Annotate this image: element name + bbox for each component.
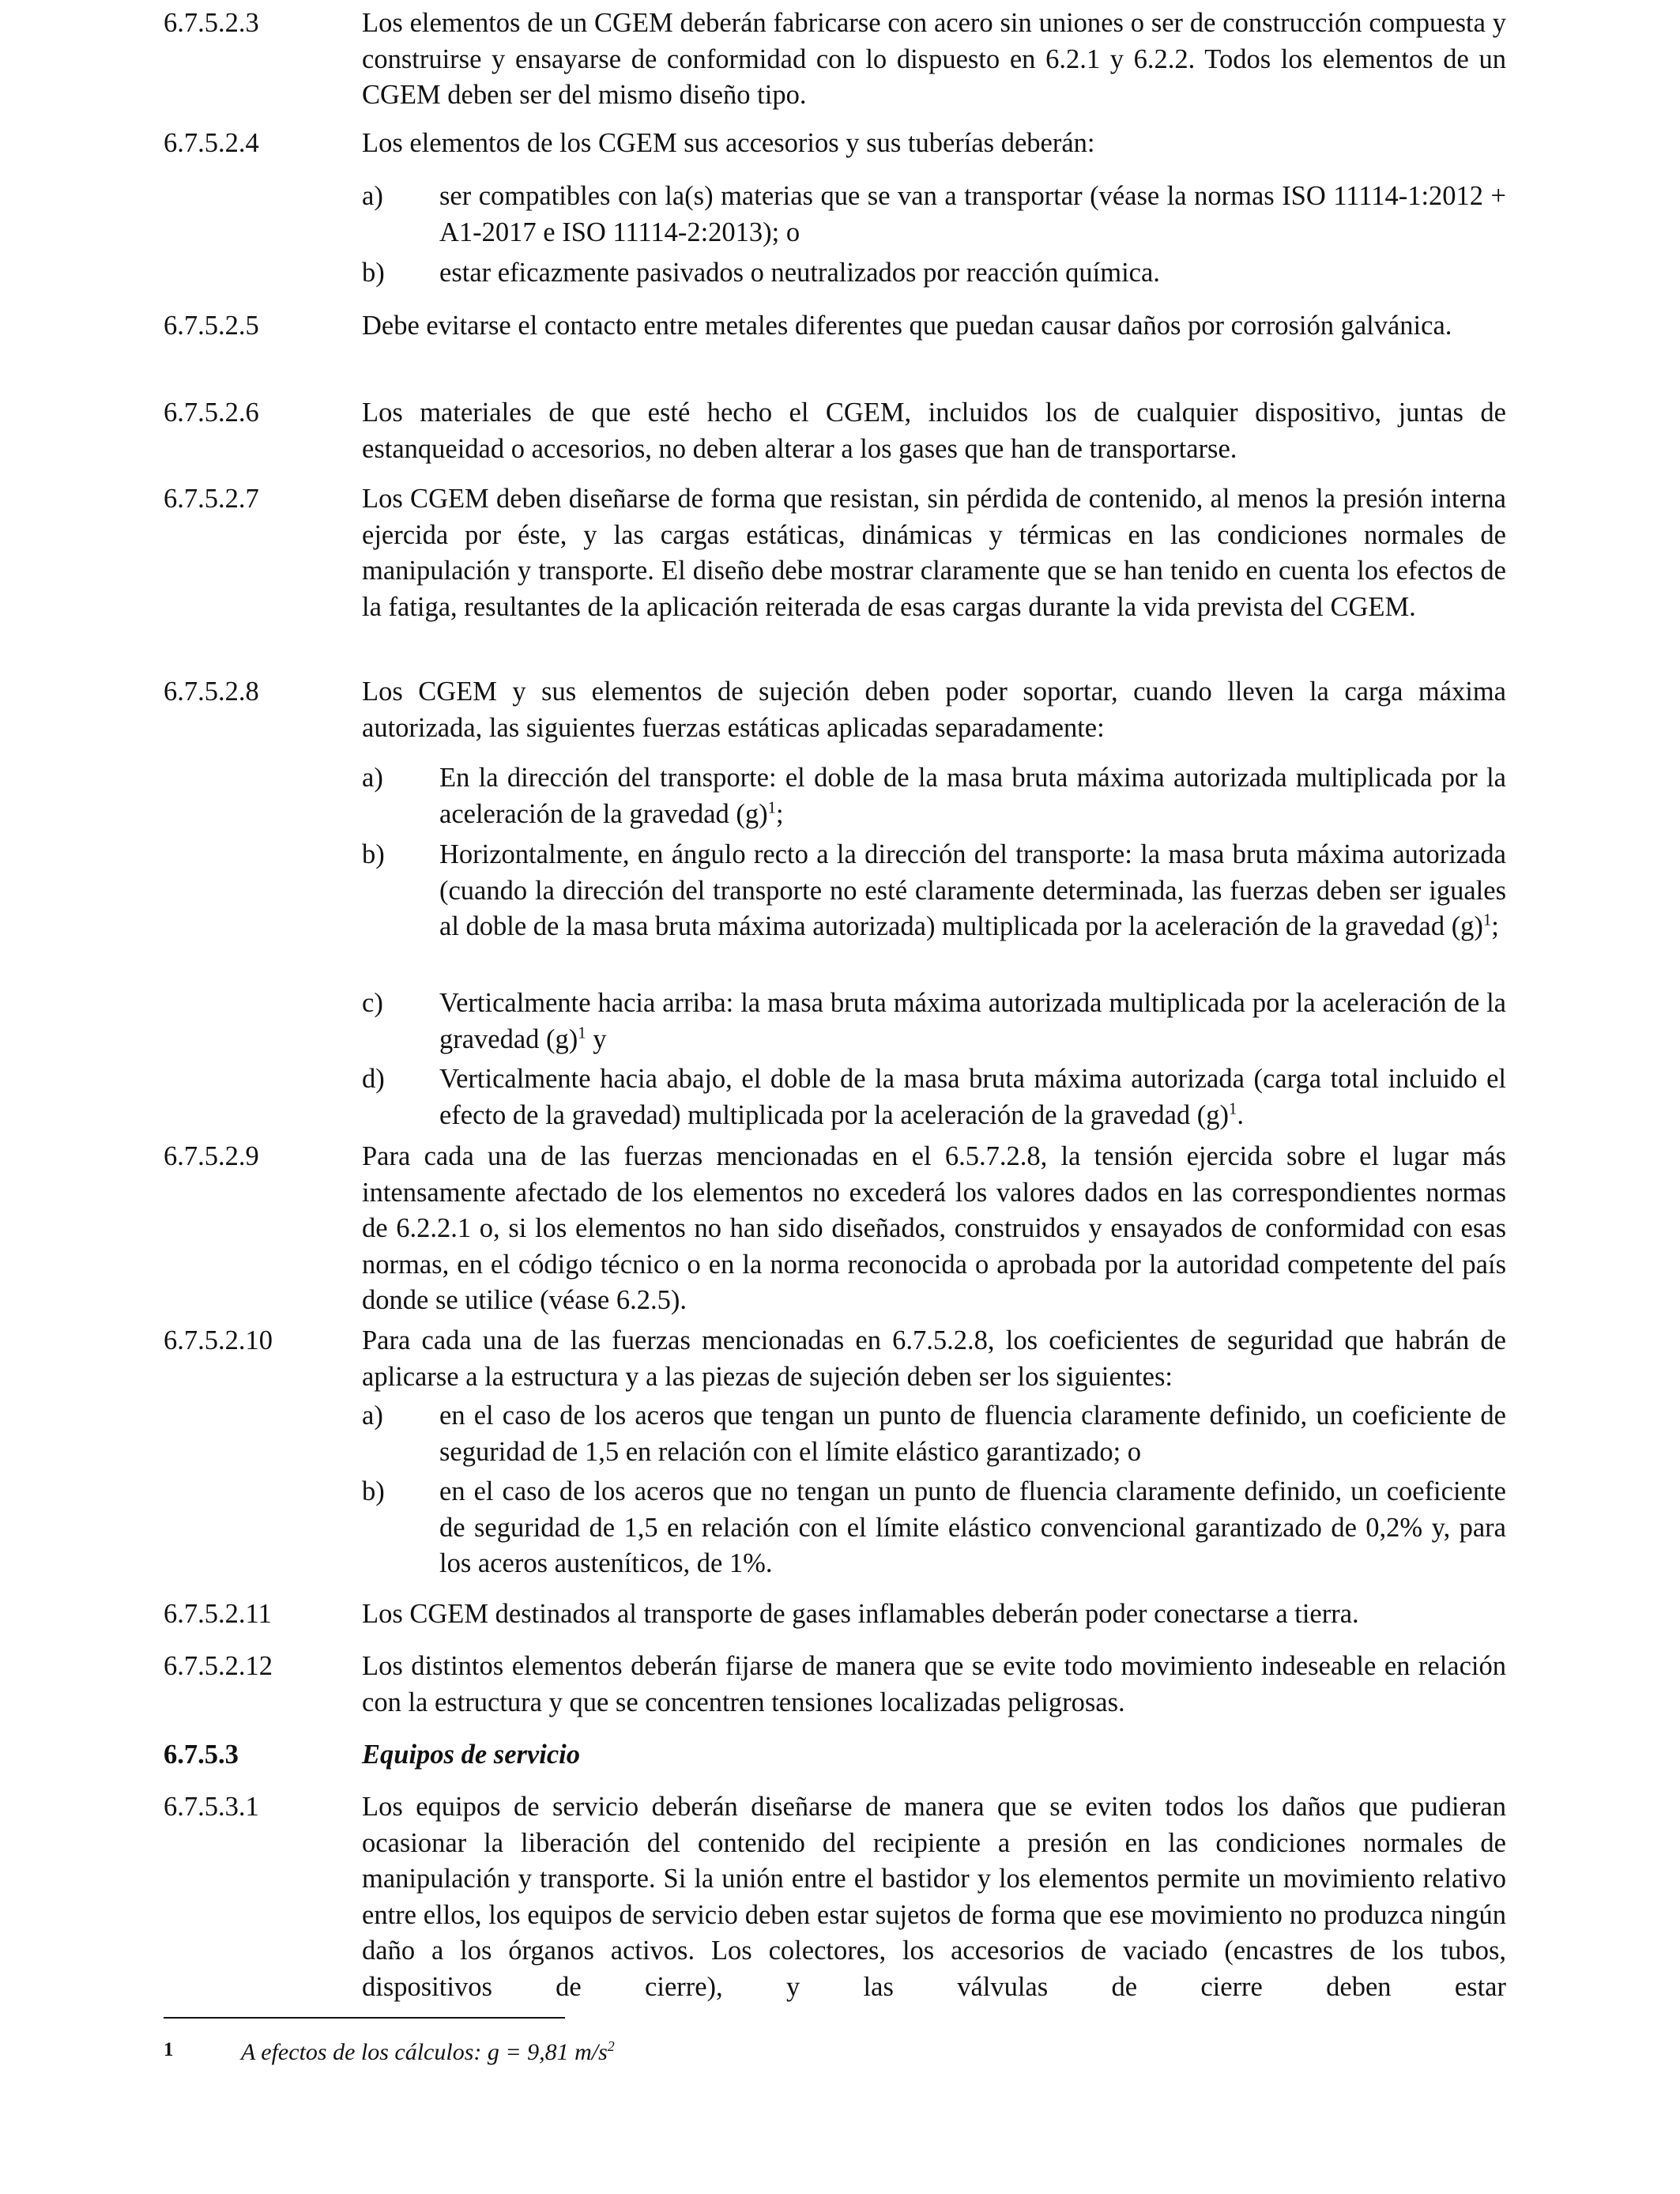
- section-number: 6.7.5.2.3: [164, 8, 259, 38]
- section-number: 6.7.5.2.4: [164, 128, 259, 158]
- footnote-ref: 1: [767, 799, 776, 816]
- list-item-text: Verticalmente hacia abajo, el doble de la masa bruta máxima autorizada (carga total incluido el efecto de la gravedad) multiplicada por la aceleración de la gravedad $(g)^1$.: [439, 1064, 1506, 1130]
- section-number: 6.7.5.2.7: [164, 484, 259, 514]
- section-text: Los equipos de servicio deberán diseñarse de manera que se eviten todos los daños que pudieran ocasionar la liberación del contenido del recipiente a presión en las condiciones normales de manipulación y transporte. Si la unión entre el bastidor y los elementos permite un movimiento relativo entre ellos, los equipos de servicio deben estar sujetos de forma que ese movimiento no produzca ningún daño a los órganos activos. Los colectores, los accesorios de vaciado (encastres de los tubos, dispositivos de cierre), y las válvulas de cierre deben estar: [362, 1792, 1506, 2002]
- footnote-number: 1: [164, 2039, 174, 2060]
- list-item-label: a): [362, 763, 383, 793]
- section-number: 6.7.5.2.9: [164, 1141, 259, 1171]
- list-item-label: a): [362, 1400, 383, 1431]
- section-heading: Equipos de servicio: [362, 1740, 580, 1770]
- section-text: Los CGEM deben diseñarse de forma que resistan, sin pérdida de contenido, al menos la presión interna ejercida por éste, y las cargas estáticas, dinámicas y térmicas en las condiciones normales de manipulación y transporte. El diseño debe mostrar claramente que se han tenido en cuenta los efectos de la fatiga, resultantes de la aplicación reiterada de esas cargas durante la vida prevista del CGEM.: [362, 484, 1506, 622]
- section-number: 6.7.5.2.11: [164, 1599, 272, 1629]
- list-item-text: Verticalmente hacia arriba: la masa bruta máxima autorizada multiplicada por la aceleración de la gravedad $(g)^1$ y: [439, 988, 1506, 1054]
- section-text: Para cada una de las fuerzas mencionadas en 6.7.5.2.8, los coeficientes de seguridad que habrán de aplicarse a la estructura y a las piezas de sujeción deben ser los siguientes:: [362, 1325, 1506, 1392]
- section-number: 6.7.5.2.5: [164, 311, 259, 341]
- list-item-text: En la dirección del transporte: el doble de la masa bruta máxima autorizada multiplicada por la aceleración de la gravedad $(g)^1$;: [439, 763, 1506, 829]
- list-item-text: en el caso de los aceros que no tengan un punto de fluencia claramente definido, un coeficiente de seguridad de 1,5 en relación con el límite elástico convencional garantizado de 0,2% y, para los aceros austeníticos, de 1%.: [439, 1476, 1506, 1578]
- footnote-text: A efectos de los cálculos: g = 9,81 $m/s^2$: [241, 2038, 615, 2065]
- section-text: Los distintos elementos deberán fijarse de manera que se evite todo movimiento indeseable en relación con la estructura y que se concentren tensiones localizadas peligrosas.: [362, 1651, 1506, 1717]
- list-item-label: a): [362, 181, 383, 211]
- footnote-ref: 1: [1229, 1100, 1237, 1118]
- footnote-ref: 1: [1482, 911, 1492, 929]
- section-number: 6.7.5.2.6: [164, 398, 259, 428]
- list-item-label: d): [362, 1064, 385, 1094]
- list-item-label: c): [362, 988, 383, 1018]
- list-item-text: en el caso de los aceros que tengan un punto de fluencia claramente definido, un coeficiente de seguridad de 1,5 en relación con el límite elástico garantizado; o: [439, 1400, 1506, 1467]
- section-number: 6.7.5.2.12: [164, 1651, 273, 1681]
- section-text: Debe evitarse el contacto entre metales diferentes que puedan causar daños por corrosión galvánica.: [362, 311, 1452, 341]
- footnote-separator: [164, 2017, 565, 2019]
- section-text: Los CGEM destinados al transporte de gases inflamables deberán poder conectarse a tierra.: [362, 1599, 1359, 1629]
- list-item-label: b): [362, 839, 385, 869]
- section-number: 6.7.5.3.1: [164, 1792, 259, 1822]
- section-number: 6.7.5.2.8: [164, 677, 259, 707]
- list-item-label: b): [362, 1476, 385, 1506]
- footnote-ref: 1: [578, 1024, 586, 1042]
- section-number: 6.7.5.3: [164, 1740, 239, 1770]
- section-text: Los elementos de un CGEM deberán fabricarse con acero sin uniones o ser de construcción compuesta y construirse y ensayarse de conformidad con lo dispuesto en 6.2.1 y 6.2.2. Todos los elementos de un CGEM deben ser del mismo diseño tipo.: [362, 8, 1506, 110]
- list-item-text: ser compatibles con la(s) materias que se van a transportar (véase la normas ISO 11114-1:2012 + A1-2017 e ISO 11114-2:2013); o: [439, 181, 1506, 247]
- list-item-label: b): [362, 258, 385, 288]
- section-text: Los CGEM y sus elementos de sujeción deben poder soportar, cuando lleven la carga máxima autorizada, las siguientes fuerzas estáticas aplicadas separadamente:: [362, 677, 1506, 743]
- list-item-text: Horizontalmente, en ángulo recto a la dirección del transporte: la masa bruta máxima autorizada (cuando la dirección del transporte no esté claramente determinada, las fuerzas deben ser iguales al doble de la masa bruta máxima autorizada) multiplicada por la aceleración de la gravedad $(g)^1$;: [439, 839, 1506, 941]
- section-text: Para cada una de las fuerzas mencionadas en el 6.5.7.2.8, la tensión ejercida sobre el lugar más intensamente afectado de los elementos no excederá los valores dados en las correspondientes normas de 6.2.2.1 o, si los elementos no han sido diseñados, construidos y ensayados de conformidad con esas normas, en el código técnico o en la norma reconocida o aprobada por la autoridad competente del país donde se utilice (véase 6.2.5).: [362, 1141, 1506, 1315]
- section-number: 6.7.5.2.10: [164, 1325, 273, 1355]
- section-text: Los elementos de los CGEM sus accesorios y sus tuberías deberán:: [362, 128, 1095, 158]
- list-item-text: estar eficazmente pasivados o neutralizados por reacción química.: [439, 258, 1160, 288]
- section-text: Los materiales de que esté hecho el CGEM, incluidos los de cualquier dispositivo, juntas de estanqueidad o accesorios, no deben alterar a los gases que han de transportarse.: [362, 398, 1506, 464]
